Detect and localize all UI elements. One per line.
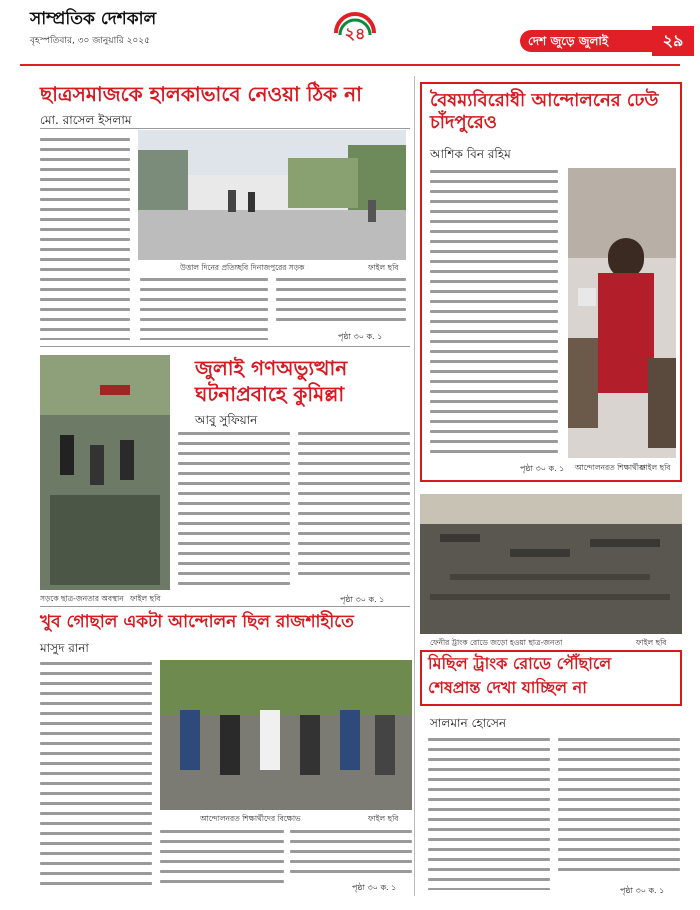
article-3-credit: ফাইল ছবি [130,594,161,603]
article-4-byline: সালমান হোসেন [430,716,507,730]
article-1-continued: পৃষ্ঠা ৩০ ক. ১ [338,332,383,341]
article-2-credit: ফাইল ছবি [640,463,671,472]
article-1-caption: উত্তাল দিনের প্রতিচ্ছবি দিনাজপুরের সড়ক [180,263,305,272]
article-1-headline: ছাত্রসমাজকে হালকাভাবে নেওয়া ঠিক না [40,82,362,106]
article-2-byline: আশিক বিন রহিম [430,147,511,161]
article-5-byline: মাসুদ রানা [40,641,89,655]
page-number: ২৯ [652,26,694,56]
article-2-text [430,170,558,460]
article-5-text-col2 [160,830,284,888]
article-2-caption: আন্দোলনরত শিক্ষার্থীরা [575,463,646,472]
article-5-text-col3 [290,830,412,880]
article-3-text-col1 [178,432,290,590]
article-3-caption: সড়কে ছাত্র-জনতার অবস্থান [40,594,124,603]
masthead-rule [20,64,680,66]
article-5-photo [160,660,412,810]
article-5-caption: আন্দোলনরত শিক্ষার্থীদের বিক্ষোভ [200,814,301,823]
article-1-text-col2 [140,278,268,340]
article-2-continued: পৃষ্ঠা ৩০ ক. ১ [520,464,565,473]
article-5-credit: ফাইল ছবি [368,814,399,823]
article-3-headline-2: ঘটনাপ্রবাহে কুমিল্লা [195,382,345,406]
article-4-continued: পৃষ্ঠা ৩০ ক. ১ [620,886,665,895]
newspaper-name: সাম্প্রতিক দেশকাল [30,9,157,29]
article-1-text-col3 [276,278,406,328]
article-1-text [40,138,130,340]
article-2-headline: বৈষম্যবিরোধী আন্দোলনের ঢেউ চাঁদপুরেও [430,90,659,133]
issue-date: বৃহস্পতিবার, ৩০ জানুয়ারি ২০২৫ [30,36,150,46]
july-logo [330,5,380,55]
article-3-byline: আবু সুফিয়ান [195,413,258,427]
article-4-text-col2 [558,738,680,878]
article-5-text-col1 [40,662,152,890]
article-4-headline-2: শেষপ্রান্ত দেখা যাচ্ছিল না [428,678,587,697]
article-3-continued: পৃষ্ঠা ৩০ ক. ১ [340,595,385,604]
article-1-divider [40,128,410,129]
article-3-text-col2 [298,432,410,582]
article-2-photo [568,168,676,458]
article-1-byline: মো. রাসেল ইসলাম [40,113,132,127]
logo-text: ২৪ [344,24,366,43]
article-5-headline: খুব গোছাল একটা আন্দোলন ছিল রাজশাহীতে [40,612,354,632]
article-5-top-rule [40,606,410,607]
article-1-credit: ফাইল ছবি [368,263,399,272]
article-3-top-rule [40,346,410,347]
article-5-continued: পৃষ্ঠা ৩০ ক. ১ [352,883,397,892]
section-tag: দেশ জুড়ে জুলাই [520,30,652,52]
masthead [0,0,700,66]
article-4-photo [420,494,682,634]
article-4-headline-1: মিছিল ট্রাংক রোডে পৌঁছালে [428,654,612,673]
article-4-caption: ফেনীর ট্রাংক রোডে জড়ো হওয়া ছাত্র-জনতা [430,638,563,647]
article-1-photo [138,130,406,260]
article-3-photo [40,355,170,590]
article-4-text-col1 [428,738,550,890]
article-3-headline-1: জুলাই গণঅভ্যুত্থান [195,356,348,380]
column-rule [414,76,415,896]
article-4-credit: ফাইল ছবি [636,638,667,647]
